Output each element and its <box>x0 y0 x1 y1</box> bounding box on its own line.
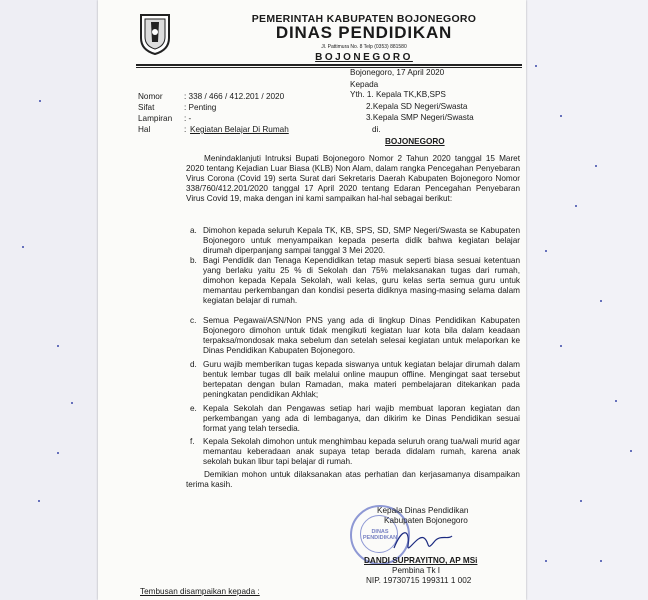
background-right <box>526 0 648 600</box>
speck <box>600 300 602 302</box>
nomor-label: Nomor <box>138 92 163 101</box>
speck <box>38 500 40 502</box>
stamp-line-2: PENDIDIKAN <box>362 535 398 541</box>
speck <box>71 402 73 404</box>
recipient-3: 3.Kepala SMP Negeri/Swasta <box>366 113 474 122</box>
item-marker: c. <box>190 316 197 325</box>
speck <box>57 452 59 454</box>
closing-paragraph: Demikian mohon untuk dilaksanakan atas perhatian dan kerjasamanya disampaikan terima kasih. <box>186 470 520 490</box>
signatory-rank: Pembina Tk I <box>392 566 441 575</box>
item-marker: d. <box>190 360 197 369</box>
list-item-a <box>190 226 520 256</box>
signatory-title-1: Kepala Dinas Pendidikan <box>377 506 469 515</box>
speck <box>560 345 562 347</box>
signatory-title-2: Kabupaten Bojonegoro <box>384 516 468 525</box>
speck <box>535 65 537 67</box>
speck <box>600 560 602 562</box>
speck <box>595 165 597 167</box>
item-text: Semua Pegawai/ASN/Non PNS yang ada di lingkup Dinas Pendidikan Kabupaten Bojonegoro dimohon untuk tidak mengikuti kegiatan luar kota bila dalam keadaan terpaksa/mondosak maka sebelum dan setelah selesai kegiatan untuk melaporkan ke Dinas Pendidikan Kabupaten Bojonegoro. <box>203 316 520 356</box>
item-text: Dimohon kepada seluruh Kepala TK, KB, SPS, SD, SMP Negeri/Swasta se Kabupaten Bojonegoro untuk menyampaikan kepada peserta didik bahwa kegiatan belajar dirumah diperpanjang sampai tanggal 3 Mei 2020. <box>203 226 520 256</box>
signatory-name: DANDI SUPRAYITNO, AP MSi <box>364 556 478 565</box>
header-divider <box>136 64 522 66</box>
signatory-nip: NIP. 19730715 199311 1 002 <box>366 576 472 585</box>
item-text: Kepala Sekolah dan Pengawas setiap hari wajib membuat laporan kegiatan dan perkembangan yang ada di lembaganya, dan dikirim ke Dinas Pendidikan sesuai format yang telah tersedia. <box>203 404 520 434</box>
list-item-b <box>190 256 520 306</box>
item-marker: b. <box>190 256 197 265</box>
item-text: Bagi Pendidik dan Tenaga Kependidikan tetap masuk seperti biasa sesuai ketentuan yang berlaku yaitu 25 % di Sekolah dan 75% melaksanakan tugas dari rumah, dimohon kepada Kepala Sekolah, wali kelas, guru kelas serta semua guru untuk memantau perkembangan dan kondisi peserta didiknya masing-masing selama dalam kegiatan belajar di rumah. <box>203 256 520 306</box>
list-item-e <box>190 404 520 434</box>
item-text: Kepala Sekolah dimohon untuk menghimbau kepada seluruh orang tua/wali murid agar memantau keberadaan anak supaya tetap berada didalam rumah, karena anak sekolah bukan libur tapi belajar di rumah. <box>203 437 520 467</box>
speck <box>560 115 562 117</box>
hal-label: Hal <box>138 125 151 134</box>
lampiran-value: : - <box>184 114 192 123</box>
speck <box>39 100 41 102</box>
recipient-2: 2.Kepala SD Negeri/Swasta <box>366 102 468 111</box>
header-divider-thin <box>136 67 522 68</box>
list-item-d <box>190 360 520 400</box>
list-item-f <box>190 437 520 467</box>
speck <box>575 205 577 207</box>
speck <box>580 500 582 502</box>
recipient-place: BOJONEGORO <box>385 137 445 146</box>
item-marker: e. <box>190 404 197 413</box>
hal-value: Kegiatan Belajar Di Rumah <box>190 125 289 134</box>
item-marker: f. <box>190 437 195 446</box>
nomor-value: : 338 / 466 / 412.201 / 2020 <box>184 92 285 101</box>
stamp-line-1: DINAS <box>371 529 389 535</box>
recipient-1: Yth. 1. Kepala TK,KB,SPS <box>350 90 446 99</box>
header-government: PEMERINTAH KABUPATEN BOJONEGORO <box>251 13 477 25</box>
list-item-c <box>190 316 520 356</box>
sifat-value: : Penting <box>184 103 217 112</box>
di-label: di. <box>372 125 381 134</box>
speck <box>615 400 617 402</box>
header-address: Jl. Pattimura No. 8 Telp (0353) 881580 <box>321 44 407 50</box>
header-agency: DINAS PENDIDIKAN <box>275 23 453 42</box>
speck <box>545 250 547 252</box>
speck <box>22 246 24 248</box>
letter-date: Bojonegoro, 17 April 2020 <box>350 68 445 77</box>
speck <box>545 560 547 562</box>
kepada-label: Kepada <box>350 80 379 89</box>
signature-scribble <box>388 520 458 560</box>
lampiran-label: Lampiran <box>138 114 173 123</box>
item-text: Guru wajib memberikan tugas kepada siswanya untuk kegiatan belajar dirumah dalam bentuk lembar tugas dll baik melalui online maupun offline. Mengingat saat tersebut bertepatan dengan bulan Ramadan, maka materi pembelajaran ditekankan pada peningkatan pendidikan Akhlak; <box>203 360 520 400</box>
sifat-label: Sifat <box>138 103 155 112</box>
speck <box>57 345 59 347</box>
item-marker: a. <box>190 226 197 235</box>
speck <box>630 450 632 452</box>
hal-colon: : <box>184 125 187 134</box>
intro-paragraph: Menindaklanjuti Intruksi Bupati Bojonegoro Nomor 2 Tahun 2020 tanggal 15 Maret 2020 tentang Kejadian Luar Biasa (KLB) Non Alam, dalam rangka Pencegahan Penyebaran Virus Corona (Covid 19) serta Surat dari Sekretaris Daerah Kabupaten Bojonegoro Nomor 338/760/412.201/2020 tanggal 17 April 2020 tentang Edaran Pencegahan Penyebaran Virus Covid 19, maka dengan ini kami sampaikan hal-hal sebagai berikut: <box>186 154 520 204</box>
header-city: BOJONEGORO <box>315 52 413 63</box>
tembusan-heading: Tembusan disampaikan kepada : <box>140 587 260 596</box>
